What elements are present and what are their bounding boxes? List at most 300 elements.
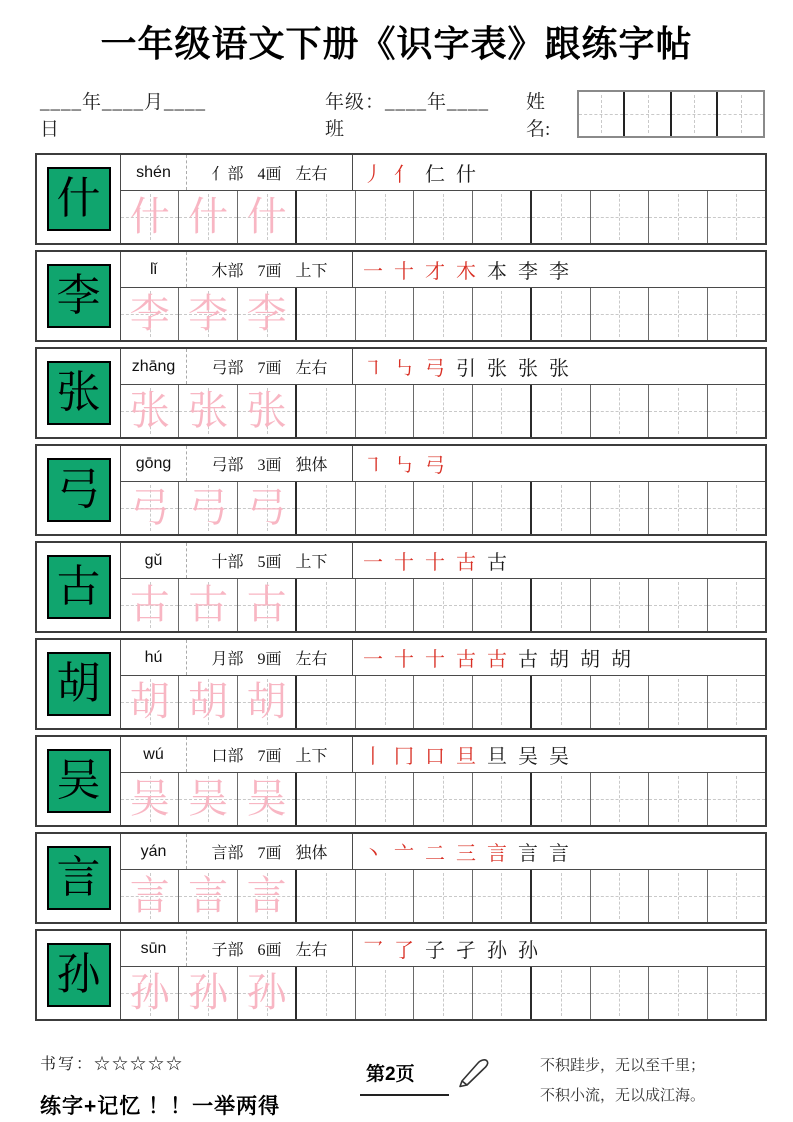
radical-info [187, 931, 353, 966]
practice-cell [356, 579, 414, 631]
cell-guide-horizontal [708, 896, 765, 897]
footer-center [360, 1059, 510, 1096]
stroke-step: 仁 [425, 164, 445, 186]
cell-guide-horizontal [414, 605, 471, 606]
practice-cell [297, 191, 355, 243]
cell-guide-horizontal [579, 114, 624, 115]
name-grid-cell [718, 92, 763, 136]
practice-cell [649, 967, 707, 1019]
practice-row [121, 191, 765, 243]
stroke-step: 引 [456, 358, 476, 380]
cell-guide-horizontal [591, 411, 648, 412]
practice-cell [649, 385, 707, 437]
character-box-column [37, 446, 121, 534]
block-right [121, 543, 765, 631]
cell-guide-horizontal [649, 314, 706, 315]
practice-cell [238, 579, 297, 631]
cell-guide-horizontal [297, 702, 354, 703]
cell-guide-horizontal [473, 896, 530, 897]
practice-cell [179, 191, 237, 243]
radical-stroke-count: 9画 [257, 651, 282, 668]
practice-cell [297, 773, 355, 825]
stroke-step: 木 [456, 261, 476, 283]
practice-cell [414, 579, 472, 631]
cell-guide-horizontal [708, 702, 765, 703]
practice-cell [238, 676, 297, 728]
cell-guide-horizontal [649, 217, 706, 218]
radical-info [187, 446, 353, 481]
practice-cell [532, 870, 590, 922]
cell-guide-horizontal [473, 702, 530, 703]
practice-cell [532, 482, 590, 534]
character-block [35, 832, 767, 924]
trace-character: 古 [188, 582, 229, 627]
info-line [40, 87, 765, 141]
block-right [121, 834, 765, 922]
practice-cell [708, 967, 765, 1019]
practice-cell [591, 482, 649, 534]
stroke-order [353, 543, 765, 578]
practice-cell [356, 288, 414, 340]
practice-cell [121, 191, 179, 243]
trace-character: 古 [129, 582, 170, 627]
stroke-order [353, 834, 765, 869]
pinyin-label: hú [121, 640, 187, 675]
footer-left [40, 1051, 360, 1120]
practice-cell [649, 579, 707, 631]
practice-cell [238, 967, 297, 1019]
stroke-step: ㇕ [363, 358, 383, 380]
cell-guide-horizontal [473, 314, 530, 315]
stroke-step: 丨 [363, 746, 383, 768]
stroke-step: ㇉ [394, 455, 414, 477]
character-box-column [37, 252, 121, 340]
stroke-step: 亻 [394, 164, 414, 186]
cell-guide-horizontal [297, 314, 354, 315]
character-block [35, 250, 767, 342]
block-header-row [121, 640, 765, 676]
practice-cell [473, 773, 532, 825]
cell-guide-horizontal [356, 605, 413, 606]
character-box: 吴 [47, 749, 111, 813]
radical-info [187, 543, 353, 578]
practice-cell [649, 773, 707, 825]
cell-guide-horizontal [297, 896, 354, 897]
practice-cell [179, 579, 237, 631]
cell-guide-horizontal [708, 411, 765, 412]
radical-stroke-count: 4画 [257, 166, 282, 183]
grade-class-blanks: 年级：____年____班 [324, 92, 489, 140]
trace-character: 张 [188, 388, 229, 433]
practice-cell [179, 967, 237, 1019]
trace-character: 古 [246, 582, 287, 627]
trace-character: 言 [246, 873, 287, 918]
practice-cell [708, 676, 765, 728]
practice-cell [238, 288, 297, 340]
stroke-step: 乛 [363, 940, 383, 962]
radical-structure: 上下 [295, 748, 328, 765]
trace-character: 张 [129, 388, 170, 433]
stroke-step: 子 [425, 940, 445, 962]
stroke-step: 什 [456, 164, 476, 186]
trace-character: 胡 [188, 679, 229, 724]
stroke-order [353, 931, 765, 966]
practice-cell [649, 482, 707, 534]
practice-cell [414, 385, 472, 437]
block-header-row [121, 543, 765, 579]
radical-info [187, 737, 353, 772]
trace-character: 胡 [129, 679, 170, 724]
character-box-column [37, 834, 121, 922]
stroke-step: 李 [549, 261, 569, 283]
practice-cell [591, 288, 649, 340]
character-block [35, 541, 767, 633]
quote-line-1: 不积跬步，无以至千里； [540, 1058, 706, 1074]
cell-guide-horizontal [708, 508, 765, 509]
character-block [35, 444, 767, 536]
radical-radical: 月部 [211, 651, 244, 668]
cell-guide-horizontal [356, 217, 413, 218]
pinyin-label: shén [121, 155, 187, 190]
radical-stroke-count: 7画 [257, 263, 282, 280]
character-box-column [37, 737, 121, 825]
practice-cell [591, 676, 649, 728]
stroke-order [353, 252, 765, 287]
block-right [121, 737, 765, 825]
practice-cell [414, 288, 472, 340]
practice-cell [356, 482, 414, 534]
stroke-step: 旦 [456, 746, 476, 768]
cell-guide-horizontal [532, 993, 589, 994]
name-grid-cell [625, 92, 672, 136]
block-right [121, 252, 765, 340]
cell-guide-horizontal [649, 411, 706, 412]
cell-guide-horizontal [532, 314, 589, 315]
cell-guide-horizontal [649, 508, 706, 509]
practice-cell [473, 676, 532, 728]
character-block [35, 735, 767, 827]
cell-guide-horizontal [718, 114, 763, 115]
character-block [35, 929, 767, 1021]
cell-guide-horizontal [649, 702, 706, 703]
stroke-step: 丿 [363, 164, 383, 186]
stroke-step: 张 [549, 358, 569, 380]
stroke-step: 冂 [394, 746, 414, 768]
stroke-step: 亠 [394, 843, 414, 865]
cell-guide-horizontal [414, 217, 471, 218]
pinyin-label: zhāng [121, 349, 187, 384]
stroke-step: ㇕ [363, 455, 383, 477]
radical-stroke-count: 7画 [257, 845, 282, 862]
trace-character: 李 [188, 291, 229, 336]
practice-cell [356, 870, 414, 922]
character-box: 李 [47, 264, 111, 328]
radical-radical: 亻部 [211, 166, 244, 183]
practice-cell [121, 482, 179, 534]
character-box: 弓 [47, 458, 111, 522]
stroke-step: 言 [518, 843, 538, 865]
practice-cell [414, 870, 472, 922]
cell-guide-horizontal [297, 605, 354, 606]
cell-guide-horizontal [297, 508, 354, 509]
trace-character: 李 [246, 291, 287, 336]
practice-cell [414, 482, 472, 534]
cell-guide-horizontal [297, 799, 354, 800]
trace-character: 胡 [246, 679, 287, 724]
cell-guide-horizontal [708, 799, 765, 800]
block-header-row [121, 834, 765, 870]
practice-row [121, 676, 765, 728]
quote-line-2: 不积小流，无以成江海。 [540, 1088, 706, 1104]
pinyin-label: yán [121, 834, 187, 869]
stroke-step: 才 [425, 261, 445, 283]
practice-cell [591, 385, 649, 437]
radical-info [187, 155, 353, 190]
cell-guide-horizontal [708, 314, 765, 315]
footer [40, 1051, 753, 1120]
trace-character: 言 [129, 873, 170, 918]
cell-guide-horizontal [532, 702, 589, 703]
stroke-step: 十 [394, 649, 414, 671]
radical-structure: 上下 [295, 263, 328, 280]
practice-cell [297, 676, 355, 728]
practice-cell [532, 191, 590, 243]
practice-cell [297, 967, 355, 1019]
practice-cell [238, 870, 297, 922]
radical-stroke-count: 3画 [257, 457, 282, 474]
practice-cell [649, 191, 707, 243]
radical-radical: 弓部 [211, 457, 244, 474]
stroke-step: 一 [363, 261, 383, 283]
radical-stroke-count: 7画 [257, 360, 282, 377]
radical-radical: 十部 [211, 554, 244, 571]
practice-cell [591, 579, 649, 631]
practice-blocks [35, 153, 767, 1021]
cell-guide-horizontal [591, 605, 648, 606]
stroke-step: 一 [363, 649, 383, 671]
practice-cell [179, 773, 237, 825]
block-header-row [121, 446, 765, 482]
page-number: 第2页 [360, 1059, 449, 1096]
cell-guide-horizontal [473, 993, 530, 994]
cell-guide-horizontal [297, 217, 354, 218]
radical-radical: 言部 [211, 845, 244, 862]
practice-cell [179, 870, 237, 922]
cell-guide-horizontal [473, 508, 530, 509]
practice-cell [591, 191, 649, 243]
stroke-step: 孑 [456, 940, 476, 962]
character-box-column [37, 349, 121, 437]
cell-guide-horizontal [672, 114, 717, 115]
stroke-step: 胡 [611, 649, 631, 671]
name-grid-cell [672, 92, 719, 136]
cell-guide-horizontal [297, 411, 354, 412]
date-blanks: ____年____月____日 [40, 92, 207, 140]
practice-cell [238, 385, 297, 437]
cell-guide-horizontal [649, 605, 706, 606]
radical-info [187, 834, 353, 869]
radical-radical: 木部 [211, 263, 244, 280]
practice-cell [297, 385, 355, 437]
trace-character: 什 [188, 194, 229, 239]
rating-label: 书写： [40, 1056, 95, 1073]
radical-stroke-count: 5画 [257, 554, 282, 571]
radical-structure: 左右 [295, 360, 328, 377]
radical-structure: 独体 [295, 457, 328, 474]
practice-cell [473, 579, 532, 631]
practice-cell [414, 676, 472, 728]
stroke-step: 言 [487, 843, 507, 865]
cell-guide-horizontal [591, 508, 648, 509]
block-right [121, 349, 765, 437]
character-box-column [37, 543, 121, 631]
stroke-step: 古 [456, 649, 476, 671]
trace-character: 孙 [188, 970, 229, 1015]
block-header-row [121, 737, 765, 773]
stroke-step: 十 [394, 552, 414, 574]
practice-row [121, 967, 765, 1019]
block-right [121, 446, 765, 534]
radical-structure: 左右 [295, 166, 328, 183]
cell-guide-horizontal [708, 605, 765, 606]
block-header-row [121, 931, 765, 967]
page-title: 一年级语文下册《识字表》跟练字帖 [100, 23, 693, 64]
rating-line [40, 1051, 360, 1074]
block-header-row [121, 349, 765, 385]
trace-character: 孙 [129, 970, 170, 1015]
practice-cell [708, 385, 765, 437]
stroke-step: 了 [394, 940, 414, 962]
stroke-step: 张 [487, 358, 507, 380]
stroke-step: 十 [425, 649, 445, 671]
practice-cell [591, 870, 649, 922]
practice-cell [238, 773, 297, 825]
trace-character: 李 [129, 291, 170, 336]
practice-cell [297, 870, 355, 922]
practice-row [121, 579, 765, 631]
cell-guide-horizontal [414, 314, 471, 315]
radical-radical: 口部 [211, 748, 244, 765]
cell-guide-horizontal [591, 314, 648, 315]
practice-cell [473, 870, 532, 922]
radical-radical: 弓部 [211, 360, 244, 377]
cell-guide-horizontal [591, 217, 648, 218]
pinyin-label: gōng [121, 446, 187, 481]
stroke-step: ㇉ [394, 358, 414, 380]
radical-stroke-count: 7画 [257, 748, 282, 765]
cell-guide-horizontal [414, 411, 471, 412]
radical-structure: 左右 [295, 942, 328, 959]
radical-structure: 上下 [295, 554, 328, 571]
trace-character: 什 [129, 194, 170, 239]
cell-guide-horizontal [473, 411, 530, 412]
trace-character: 吴 [129, 776, 170, 821]
radical-info [187, 252, 353, 287]
practice-cell [649, 870, 707, 922]
radical-structure: 左右 [295, 651, 328, 668]
trace-character: 弓 [188, 485, 229, 530]
practice-cell [473, 482, 532, 534]
practice-cell [649, 288, 707, 340]
character-box: 古 [47, 555, 111, 619]
practice-cell [708, 482, 765, 534]
practice-cell [708, 773, 765, 825]
character-box: 什 [47, 167, 111, 231]
practice-cell [532, 385, 590, 437]
stroke-order [353, 737, 765, 772]
cell-guide-horizontal [532, 605, 589, 606]
cell-guide-horizontal [356, 702, 413, 703]
block-right [121, 155, 765, 243]
practice-cell [297, 482, 355, 534]
name-grid [577, 90, 765, 138]
practice-cell [121, 967, 179, 1019]
rating-stars: ☆☆☆☆☆ [94, 1056, 185, 1073]
cell-guide-horizontal [532, 799, 589, 800]
cell-guide-horizontal [414, 896, 471, 897]
radical-stroke-count: 6画 [257, 942, 282, 959]
cell-guide-horizontal [708, 217, 765, 218]
practice-row [121, 870, 765, 922]
practice-cell [121, 676, 179, 728]
trace-character: 言 [188, 873, 229, 918]
pen-icon [452, 1055, 492, 1089]
pinyin-label: lǐ [121, 252, 187, 287]
practice-cell [414, 773, 472, 825]
trace-character: 张 [246, 388, 287, 433]
practice-cell [179, 482, 237, 534]
stroke-step: 李 [518, 261, 538, 283]
cell-guide-horizontal [649, 799, 706, 800]
block-right [121, 931, 765, 1019]
trace-character: 什 [246, 194, 287, 239]
footer-quote [540, 1051, 705, 1111]
pinyin-label: gǔ [121, 543, 187, 578]
stroke-step: 古 [518, 649, 538, 671]
character-block [35, 153, 767, 245]
practice-cell [121, 773, 179, 825]
stroke-step: 吴 [549, 746, 569, 768]
cell-guide-horizontal [625, 114, 670, 115]
cell-guide-horizontal [356, 993, 413, 994]
practice-cell [708, 870, 765, 922]
cell-guide-horizontal [356, 411, 413, 412]
practice-cell [356, 385, 414, 437]
trace-character: 弓 [129, 485, 170, 530]
character-box-column [37, 931, 121, 1019]
stroke-order [353, 155, 765, 190]
cell-guide-horizontal [708, 993, 765, 994]
stroke-step: 孙 [518, 940, 538, 962]
stroke-step: 弓 [425, 455, 445, 477]
cell-guide-horizontal [591, 702, 648, 703]
cell-guide-horizontal [356, 799, 413, 800]
cell-guide-horizontal [356, 508, 413, 509]
cell-guide-horizontal [532, 217, 589, 218]
stroke-step: 胡 [580, 649, 600, 671]
stroke-step: 旦 [487, 746, 507, 768]
name-label: 姓名: [525, 92, 551, 140]
character-box: 孙 [47, 943, 111, 1007]
practice-cell [414, 191, 472, 243]
stroke-step: 三 [456, 843, 476, 865]
cell-guide-horizontal [532, 411, 589, 412]
practice-row [121, 288, 765, 340]
block-right [121, 640, 765, 728]
cell-guide-horizontal [356, 896, 413, 897]
practice-cell [708, 579, 765, 631]
cell-guide-horizontal [356, 314, 413, 315]
